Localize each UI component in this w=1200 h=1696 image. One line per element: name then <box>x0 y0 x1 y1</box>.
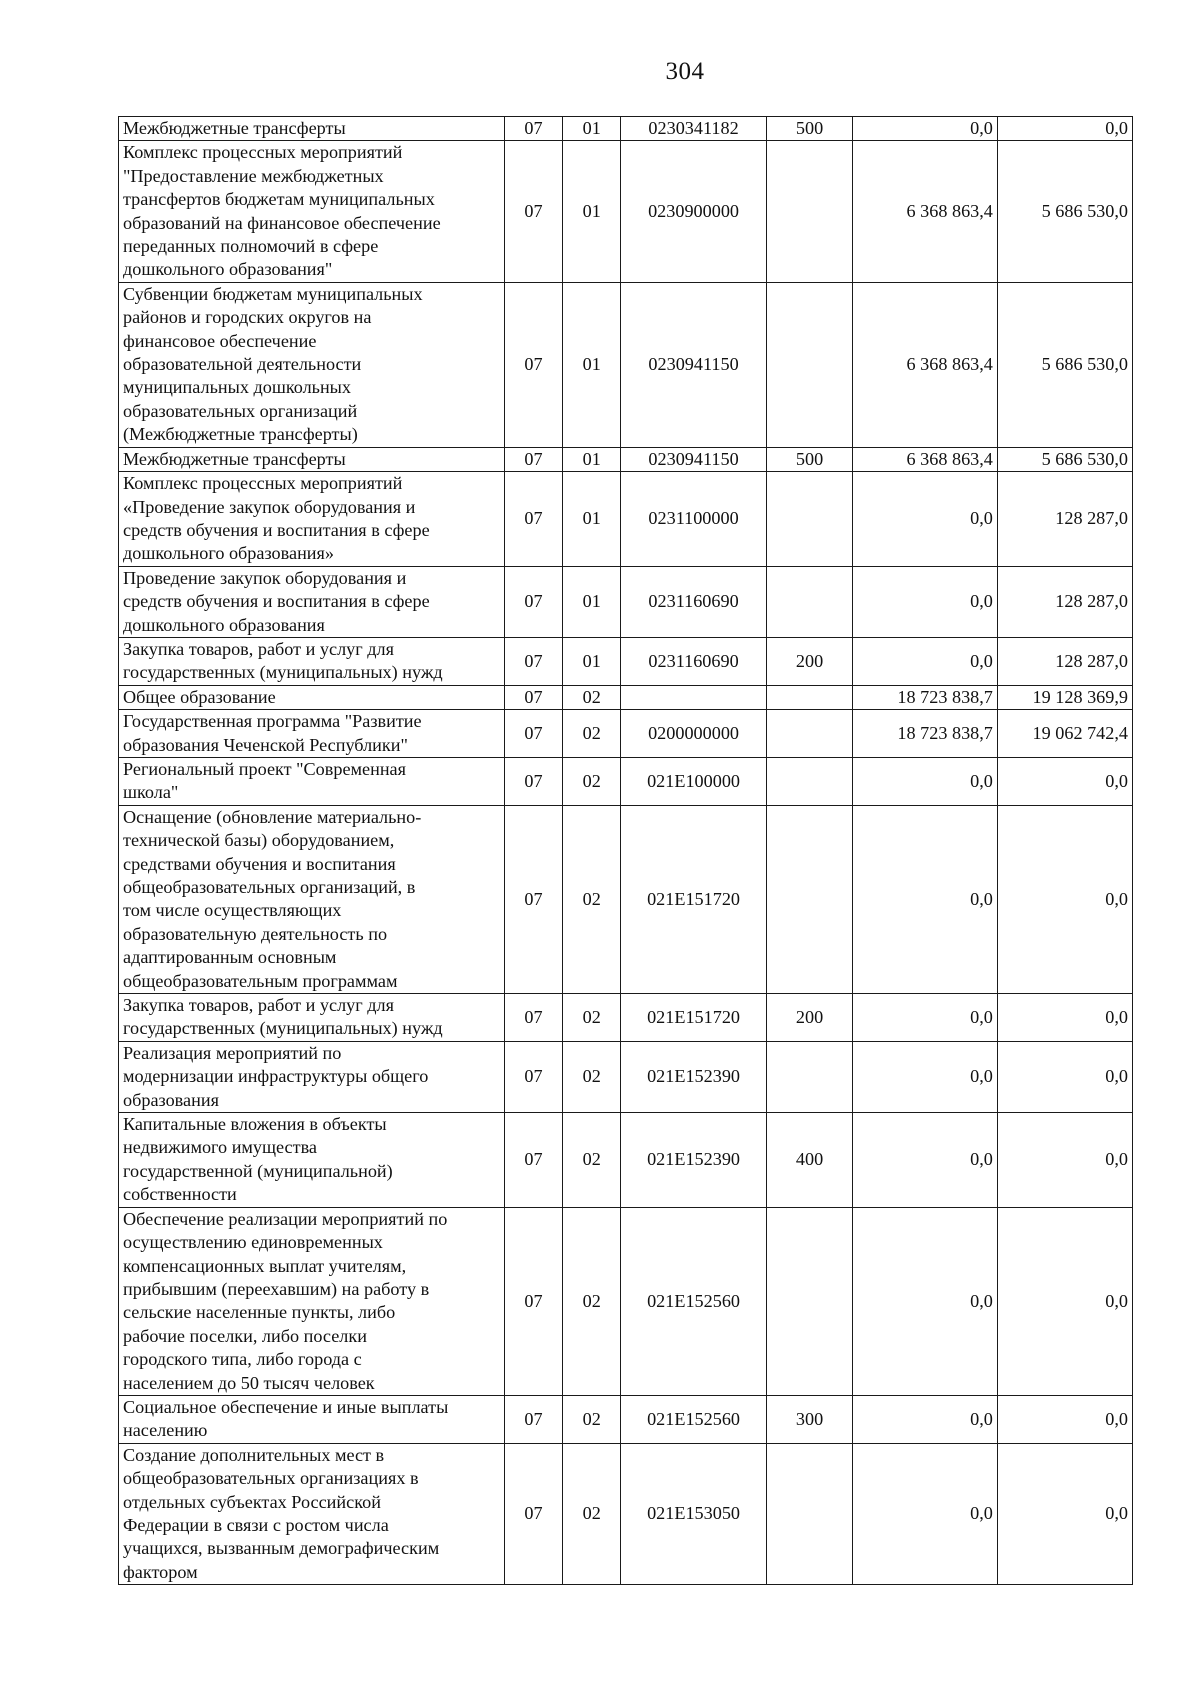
expense-type-cell <box>767 1041 853 1112</box>
table-row <box>119 117 1133 141</box>
row-name-text: Создание дополнительных мест в общеобразовательных организациях в отдельных субъектах Российской Федерации в связи с ростом числа учащихся, вызванным демографическим фактором <box>123 1444 440 1582</box>
row-name-text: Общее образование <box>123 686 276 707</box>
row-name-text: Государственная программа "Развитие образования Чеченской Республики" <box>123 711 422 755</box>
table-row <box>119 805 1133 993</box>
section-code-cell: 07 <box>504 282 563 447</box>
amount-year1-cell: 0,0 <box>853 757 998 805</box>
section-code-cell: 07 <box>504 1395 563 1443</box>
section-code-cell: 07 <box>504 1041 563 1112</box>
amount-year1-cell: 0,0 <box>853 1207 998 1395</box>
row-name-cell <box>119 1207 505 1395</box>
expense-type-cell <box>767 566 853 637</box>
table-row <box>119 637 1133 685</box>
target-article-cell: 0230941150 <box>621 282 767 447</box>
table-row <box>119 447 1133 471</box>
amount-year2-cell: 0,0 <box>997 1395 1132 1443</box>
table-row <box>119 757 1133 805</box>
amount-year2-cell: 5 686 530,0 <box>997 447 1132 471</box>
expense-type-cell <box>767 757 853 805</box>
expense-type-cell <box>767 1443 853 1584</box>
target-article-cell: 0231160690 <box>621 566 767 637</box>
amount-year2-cell: 0,0 <box>997 117 1132 141</box>
amount-year1-cell: 0,0 <box>853 1443 998 1584</box>
budget-table <box>118 116 1133 1585</box>
amount-year2-cell: 0,0 <box>997 1113 1132 1208</box>
row-name-cell <box>119 141 505 282</box>
subsection-code-cell: 02 <box>563 757 621 805</box>
subsection-code-cell: 02 <box>563 1041 621 1112</box>
row-name-cell <box>119 710 505 758</box>
amount-year2-cell: 0,0 <box>997 805 1132 993</box>
section-code-cell: 07 <box>504 1207 563 1395</box>
table-row <box>119 282 1133 447</box>
page-number: 304 <box>665 58 705 85</box>
expense-type-cell <box>767 472 853 567</box>
row-name-text: Реализация мероприятий по модернизации инфраструктуры общего образования <box>123 1042 429 1110</box>
row-name-cell <box>119 994 505 1042</box>
amount-year1-cell: 18 723 838,7 <box>853 685 998 709</box>
row-name-text: Межбюджетные трансферты <box>123 448 346 469</box>
table-row <box>119 994 1133 1042</box>
row-name-cell <box>119 447 505 471</box>
row-name-cell <box>119 757 505 805</box>
target-article-cell <box>621 685 767 709</box>
target-article-cell: 021Е152390 <box>621 1041 767 1112</box>
table-row <box>119 566 1133 637</box>
row-name-text: Межбюджетные трансферты <box>123 118 346 138</box>
amount-year2-cell: 0,0 <box>997 757 1132 805</box>
subsection-code-cell: 01 <box>563 282 621 447</box>
amount-year2-cell: 128 287,0 <box>997 472 1132 567</box>
amount-year1-cell: 0,0 <box>853 566 998 637</box>
subsection-code-cell: 01 <box>563 117 621 141</box>
section-code-cell: 07 <box>504 117 563 141</box>
subsection-code-cell: 02 <box>563 805 621 993</box>
section-code-cell: 07 <box>504 805 563 993</box>
row-name-cell <box>119 1041 505 1112</box>
expense-type-cell: 200 <box>767 994 853 1042</box>
row-name-text: Комплекс процессных мероприятий "Предоставление межбюджетных трансфертов бюджетам муниципальных образований на финансовое обеспечение переданных полномочий в сфере дошкольного образования" <box>123 142 441 280</box>
amount-year1-cell: 6 368 863,4 <box>853 447 998 471</box>
amount-year2-cell: 19 128 369,9 <box>997 685 1132 709</box>
target-article-cell: 0230941150 <box>621 447 767 471</box>
row-name-text: Капитальные вложения в объекты недвижимого имущества государственной (муниципальной) собственности <box>123 1114 393 1205</box>
expense-type-cell: 500 <box>767 447 853 471</box>
amount-year2-cell: 128 287,0 <box>997 637 1132 685</box>
section-code-cell: 07 <box>504 994 563 1042</box>
row-name-text: Субвенции бюджетам муниципальных районов и городских округов на финансовое обеспечение образовательной деятельности муниципальных дошкольных образовательных организаций (Межбюджетные трансферты) <box>123 283 423 445</box>
amount-year2-cell: 19 062 742,4 <box>997 710 1132 758</box>
amount-year1-cell: 6 368 863,4 <box>853 141 998 282</box>
row-name-text: Социальное обеспечение и иные выплаты населению <box>123 1396 449 1441</box>
section-code-cell: 07 <box>504 1113 563 1208</box>
amount-year2-cell: 0,0 <box>997 1443 1132 1584</box>
subsection-code-cell: 02 <box>563 685 621 709</box>
row-name-text: Проведение закупок оборудования и средств обучения и воспитания в сфере дошкольного образования <box>123 567 430 635</box>
expense-type-cell: 400 <box>767 1113 853 1208</box>
target-article-cell: 0231100000 <box>621 472 767 567</box>
subsection-code-cell: 02 <box>563 710 621 758</box>
row-name-cell <box>119 805 505 993</box>
row-name-cell <box>119 1443 505 1584</box>
subsection-code-cell: 01 <box>563 566 621 637</box>
row-name-cell <box>119 1395 505 1443</box>
row-name-cell <box>119 117 505 141</box>
amount-year2-cell: 0,0 <box>997 1041 1132 1112</box>
amount-year1-cell: 0,0 <box>853 1041 998 1112</box>
row-name-cell <box>119 472 505 567</box>
expense-type-cell <box>767 710 853 758</box>
expense-type-cell: 200 <box>767 637 853 685</box>
row-name-text: Региональный проект "Современная школа" <box>123 758 406 803</box>
target-article-cell: 021Е152560 <box>621 1207 767 1395</box>
subsection-code-cell: 02 <box>563 1113 621 1208</box>
target-article-cell: 021Е100000 <box>621 757 767 805</box>
row-name-text: Закупка товаров, работ и услуг для государственных (муниципальных) нужд <box>123 995 443 1039</box>
expense-type-cell <box>767 1207 853 1395</box>
target-article-cell: 021Е152390 <box>621 1113 767 1208</box>
table-row <box>119 1113 1133 1208</box>
amount-year1-cell: 18 723 838,7 <box>853 710 998 758</box>
table-row <box>119 685 1133 709</box>
table-row <box>119 141 1133 282</box>
expense-type-cell: 500 <box>767 117 853 141</box>
subsection-code-cell: 01 <box>563 637 621 685</box>
row-name-cell <box>119 282 505 447</box>
section-code-cell: 07 <box>504 685 563 709</box>
section-code-cell: 07 <box>504 472 563 567</box>
expense-type-cell: 300 <box>767 1395 853 1443</box>
amount-year2-cell: 0,0 <box>997 1207 1132 1395</box>
amount-year2-cell: 128 287,0 <box>997 566 1132 637</box>
subsection-code-cell: 01 <box>563 141 621 282</box>
section-code-cell: 07 <box>504 141 563 282</box>
row-name-text: Оснащение (обновление материально- технической базы) оборудованием, средствами обучения и воспитания общеобразовательных организаций, в том числе осуществляющих образовательную деятельность по адаптированным основным общеобразовательным программам <box>123 806 422 991</box>
row-name-cell <box>119 566 505 637</box>
section-code-cell: 07 <box>504 447 563 471</box>
amount-year2-cell: 5 686 530,0 <box>997 282 1132 447</box>
expense-type-cell <box>767 141 853 282</box>
subsection-code-cell: 02 <box>563 994 621 1042</box>
table-body <box>119 117 1133 1585</box>
section-code-cell: 07 <box>504 566 563 637</box>
target-article-cell: 021Е153050 <box>621 1443 767 1584</box>
row-name-cell <box>119 1113 505 1208</box>
target-article-cell: 0230341182 <box>621 117 767 141</box>
subsection-code-cell: 02 <box>563 1395 621 1443</box>
target-article-cell: 021Е151720 <box>621 994 767 1042</box>
table-row <box>119 1395 1133 1443</box>
table-row <box>119 710 1133 758</box>
table-row <box>119 472 1133 567</box>
amount-year1-cell: 0,0 <box>853 994 998 1042</box>
expense-type-cell <box>767 805 853 993</box>
amount-year1-cell: 6 368 863,4 <box>853 282 998 447</box>
expense-type-cell <box>767 282 853 447</box>
amount-year2-cell: 5 686 530,0 <box>997 141 1132 282</box>
expense-type-cell <box>767 685 853 709</box>
amount-year1-cell: 0,0 <box>853 117 998 141</box>
amount-year1-cell: 0,0 <box>853 1395 998 1443</box>
table-row <box>119 1041 1133 1112</box>
row-name-text: Обеспечение реализации мероприятий по осуществлению единовременных компенсационных выплат учителям, прибывшим (переехавшим) на работу в сельские населенные пункты, либо рабочие поселки, либо поселки городского типа, либо города с населением до 50 тысяч человек <box>123 1208 448 1393</box>
subsection-code-cell: 01 <box>563 447 621 471</box>
target-article-cell: 0200000000 <box>621 710 767 758</box>
amount-year2-cell: 0,0 <box>997 994 1132 1042</box>
row-name-cell <box>119 637 505 685</box>
subsection-code-cell: 02 <box>563 1207 621 1395</box>
table-row <box>119 1443 1133 1584</box>
subsection-code-cell: 01 <box>563 472 621 567</box>
amount-year1-cell: 0,0 <box>853 1113 998 1208</box>
amount-year1-cell: 0,0 <box>853 472 998 567</box>
section-code-cell: 07 <box>504 637 563 685</box>
amount-year1-cell: 0,0 <box>853 805 998 993</box>
section-code-cell: 07 <box>504 710 563 758</box>
row-name-text: Закупка товаров, работ и услуг для государственных (муниципальных) нужд <box>123 638 443 683</box>
target-article-cell: 021Е151720 <box>621 805 767 993</box>
amount-year1-cell: 0,0 <box>853 637 998 685</box>
target-article-cell: 0231160690 <box>621 637 767 685</box>
target-article-cell: 0230900000 <box>621 141 767 282</box>
table-row <box>119 1207 1133 1395</box>
row-name-cell <box>119 685 505 709</box>
target-article-cell: 021Е152560 <box>621 1395 767 1443</box>
section-code-cell: 07 <box>504 757 563 805</box>
subsection-code-cell: 02 <box>563 1443 621 1584</box>
row-name-text: Комплекс процессных мероприятий «Проведение закупок оборудования и средств обучения и воспитания в сфере дошкольного образования» <box>123 473 430 564</box>
section-code-cell: 07 <box>504 1443 563 1584</box>
